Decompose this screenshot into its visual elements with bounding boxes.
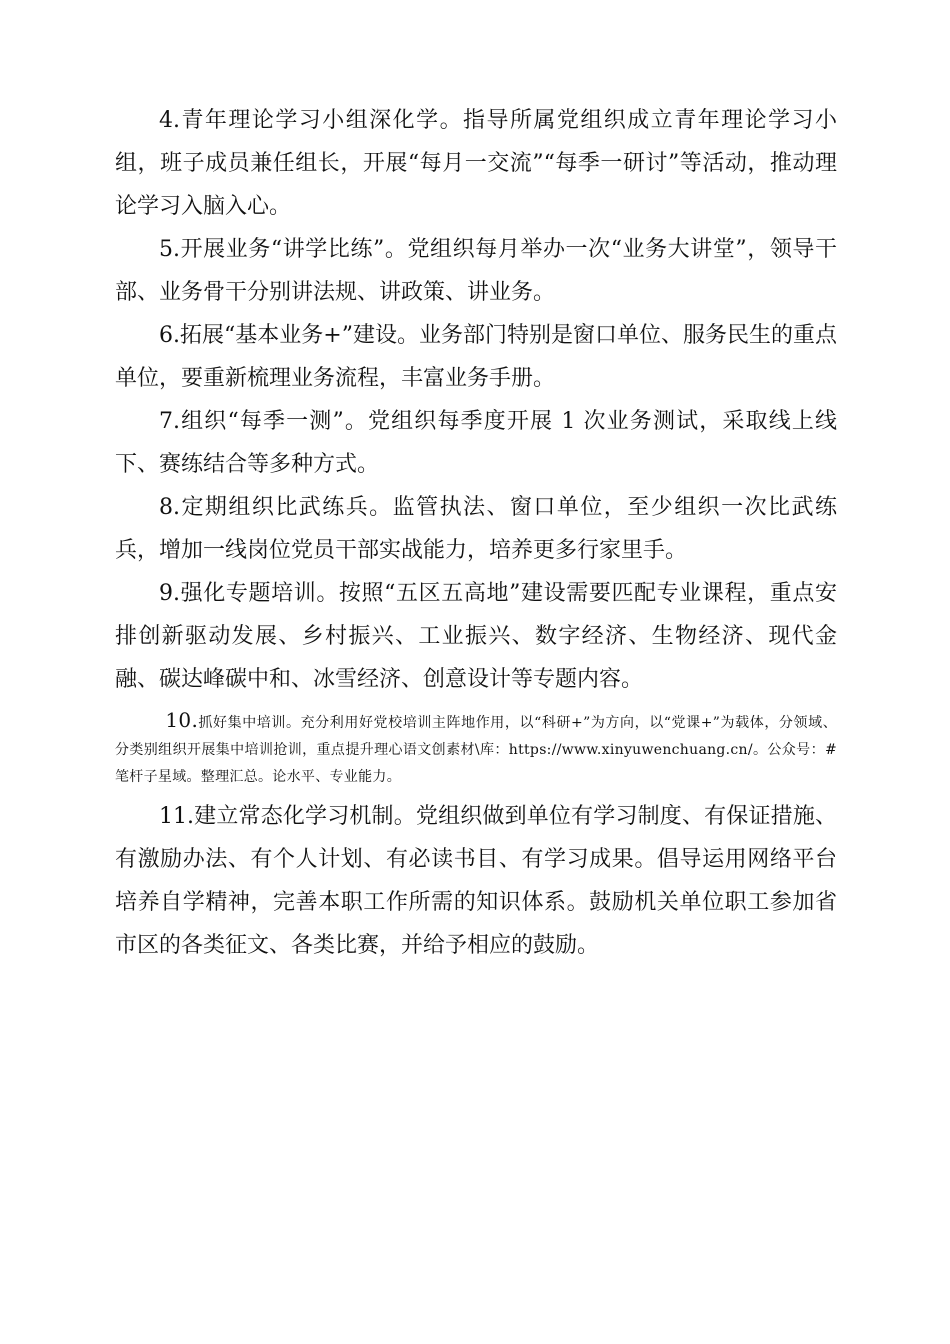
paragraph-number: 10. [165,708,199,732]
paragraph-number: 7. [159,409,180,434]
paragraph-number: 5. [159,237,180,262]
paragraph-8 [115,486,837,572]
paragraph-number: 6. [159,323,180,348]
paragraph-5 [115,228,837,314]
paragraph-text: 拓展“基本业务+”建设。业务部门特别是窗口单位、服务民生的重点单位，要重新梳理业务流程，丰富业务手册。 [115,323,837,391]
paragraph-text: 开展业务“讲学比练”。党组织每月举办一次“业务大讲堂”，领导干部、业务骨干分别讲法规、讲政策、讲业务。 [115,237,837,305]
paragraph-6 [115,314,837,400]
paragraph-number: 8. [159,495,180,520]
paragraph-9 [115,572,837,701]
paragraph-11 [115,795,837,967]
paragraph-number: 9. [159,581,180,606]
paragraph-10 [115,707,837,791]
paragraph-text: 定期组织比武练兵。监管执法、窗口单位，至少组织一次比武练兵，增加一线岗位党员干部实战能力，培养更多行家里手。 [115,495,837,563]
paragraph-4 [115,99,837,228]
paragraph-7 [115,400,837,486]
paragraph-number: 4. [159,108,180,133]
paragraph-text: 组织“每季一测”。党组织每季度开展 1 次业务测试，采取线上线下、赛练结合等多种方式。 [115,409,837,477]
paragraph-text: 抓好集中培训。充分利用好党校培训主阵地作用，以“科研+”为方向，以“党课+”为载体，分领域、分类别组织开展集中培训抢训，重点提升理心语文创素材\库：https://www.xinyuwenchuang.cn/。公众号：#笔杆子星域。整理汇总。论水平、专业能力。 [115,715,837,785]
paragraph-text: 青年理论学习小组深化学。指导所属党组织成立青年理论学习小组，班子成员兼任组长，开展“每月一交流”“每季一研讨”等活动，推动理论学习入脑入心。 [115,108,837,219]
paragraph-text: 强化专题培训。按照“五区五高地”建设需要匹配专业课程，重点安排创新驱动发展、乡村振兴、工业振兴、数字经济、生物经济、现代金融、碳达峰碳中和、冰雪经济、创意设计等专题内容。 [115,581,837,692]
paragraph-text: 建立常态化学习机制。党组织做到单位有学习制度、有保证措施、有激励办法、有个人计划、有必读书目、有学习成果。倡导运用网络平台培养自学精神，完善本职工作所需的知识体系。鼓励机关单位职工参加省市区的各类征文、各类比赛，并给予相应的鼓励。 [115,804,837,958]
paragraph-number: 11. [159,804,194,829]
document-body [115,99,837,967]
